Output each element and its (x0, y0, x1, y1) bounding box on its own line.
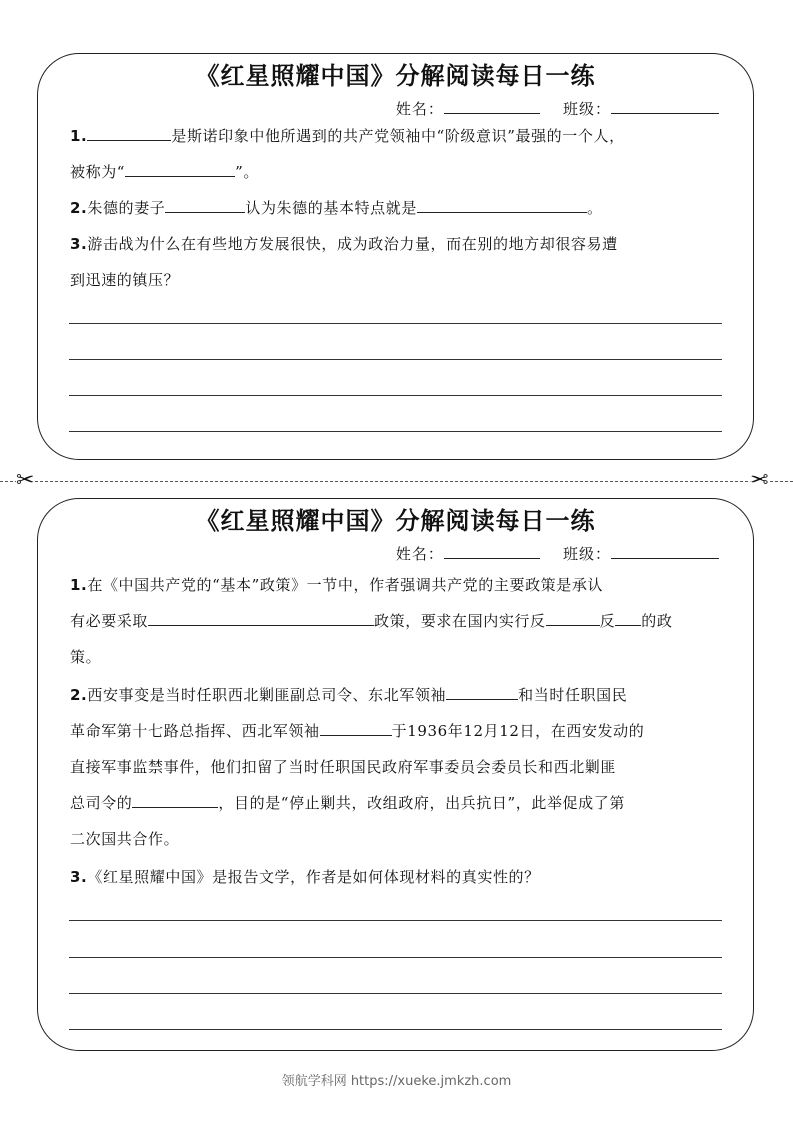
question-3 (70, 859, 730, 895)
class-blank[interactable] (611, 99, 719, 114)
question-number: 2. (70, 686, 88, 704)
answer-blank[interactable] (132, 793, 218, 808)
scissors-icon: ✂ (16, 468, 35, 493)
worksheet-card-1 (37, 53, 754, 460)
question-text: 直接军事监禁事件，他们扣留了当时任职国民政府军事委员会委员长和西北剿匪 (70, 758, 617, 776)
answer-line[interactable] (69, 920, 722, 921)
question-2 (70, 677, 730, 857)
question-text: 和当时任职国民 (518, 686, 628, 704)
class-blank[interactable] (611, 544, 719, 559)
question-text: 认为朱德的基本特点就是 (245, 199, 417, 217)
cut-line (0, 481, 793, 482)
question-3 (70, 226, 730, 298)
question-text: 二次国共合作。 (70, 830, 180, 848)
question-text: 在《中国共产党的“基本”政策》一节中，作者强调共产党的主要政策是承认 (87, 576, 604, 594)
answer-blank[interactable] (165, 198, 245, 213)
question-1 (70, 567, 730, 675)
answer-line[interactable] (69, 359, 722, 360)
class-label: 班级： (562, 100, 611, 118)
answer-line[interactable] (69, 993, 722, 994)
worksheet-title: 《红星照耀中国》分解阅读每日一练 (195, 507, 596, 535)
question-number: 2. (70, 199, 88, 217)
name-class-row (396, 543, 719, 564)
question-number: 1. (70, 127, 88, 145)
answer-blank[interactable] (417, 198, 587, 213)
answer-line[interactable] (69, 1029, 722, 1030)
question-number: 3. (70, 868, 88, 886)
question-text: 于1936年12月12日，在西安发动的 (391, 722, 645, 740)
name-label: 姓名： (395, 545, 444, 563)
question-2 (70, 190, 730, 226)
name-class-row (396, 98, 719, 119)
answer-line[interactable] (69, 395, 722, 396)
answer-blank[interactable] (320, 721, 392, 736)
question-text: ，目的是“停止剿共，改组政府，出兵抗日”，此举促成了第 (218, 794, 625, 812)
question-number: 1. (70, 576, 88, 594)
answer-blank[interactable] (446, 685, 518, 700)
question-text: 《红星照耀中国》是报告文学，作者是如何体现材料的真实性的？ (87, 868, 540, 886)
worksheet-title: 《红星照耀中国》分解阅读每日一练 (195, 62, 596, 90)
question-text: 总司令的 (70, 794, 133, 812)
question-text: 革命军第十七路总指挥、西北军领袖 (70, 722, 320, 740)
answer-line[interactable] (69, 957, 722, 958)
question-text: 有必要采取 (70, 612, 149, 630)
question-text: 政策，要求在国内实行反 (374, 612, 546, 630)
question-text: 到迅速的镇压？ (70, 271, 180, 289)
question-text: 是斯诺印象中他所遇到的共产党领袖中“阶级意识”最强的一个人， (171, 127, 625, 145)
answer-blank[interactable] (615, 611, 641, 626)
name-blank[interactable] (444, 99, 540, 114)
question-text: 反 (599, 612, 616, 630)
answer-line[interactable] (69, 323, 722, 324)
scissors-icon: ✂ (750, 468, 769, 493)
question-text: 。 (586, 199, 603, 217)
class-label: 班级： (562, 545, 611, 563)
answer-line[interactable] (69, 431, 722, 432)
worksheet-card-2 (37, 498, 754, 1051)
question-text: 朱德的妻子 (87, 199, 166, 217)
footer-watermark: 领航学科网 https://xueke.jmkzh.com (281, 1074, 512, 1089)
question-text: 策。 (70, 648, 102, 666)
question-text: 西安事变是当时任职西北剿匪副总司令、东北军领袖 (87, 686, 447, 704)
question-number: 3. (70, 235, 88, 253)
name-label: 姓名： (395, 100, 444, 118)
question-text: 的政 (641, 612, 673, 630)
answer-blank[interactable] (125, 162, 235, 177)
question-text: ”。 (235, 163, 259, 181)
answer-blank[interactable] (87, 126, 171, 141)
question-1 (70, 118, 730, 190)
answer-blank[interactable] (546, 611, 600, 626)
name-blank[interactable] (444, 544, 540, 559)
question-text: 被称为“ (70, 163, 126, 181)
answer-blank[interactable] (148, 611, 374, 626)
question-text: 游击战为什么在有些地方发展很快，成为政治力量，而在别的地方却很容易遭 (87, 235, 618, 253)
